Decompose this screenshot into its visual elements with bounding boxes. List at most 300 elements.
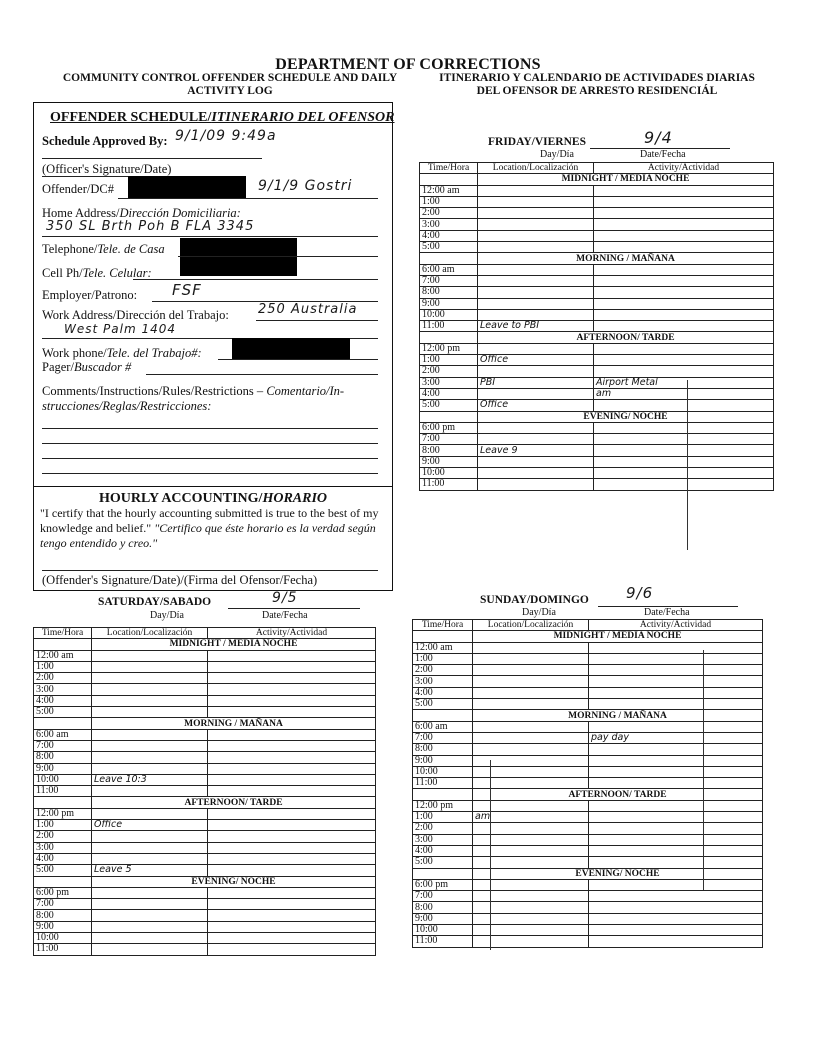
location-cell[interactable]: [92, 650, 208, 661]
time-cell: 11:00: [420, 479, 478, 490]
dc-line: [118, 198, 378, 199]
section-title-evening: EVENING/ NOCHE: [478, 411, 774, 422]
time-cell: 3:00: [34, 684, 92, 695]
section-title-afternoon: AFTERNOON/ TARDE: [473, 789, 763, 800]
location-cell[interactable]: [473, 665, 589, 676]
activity-cell[interactable]: [589, 800, 763, 811]
activity-cell[interactable]: [589, 845, 763, 856]
column-header-time: Time/Hora: [420, 163, 478, 174]
activity-cell[interactable]: [589, 766, 763, 777]
time-cell: 5:00: [420, 242, 478, 253]
table-row: [420, 309, 774, 320]
location-cell[interactable]: Leave 5: [92, 865, 208, 876]
activity-cell[interactable]: pay day: [589, 732, 763, 743]
time-cell: 11:00: [413, 936, 473, 947]
time-cell: 4:00: [34, 695, 92, 706]
officer-signature-line: [42, 158, 262, 159]
time-cell: 6:00 am: [413, 721, 473, 732]
location-cell[interactable]: [473, 744, 589, 755]
activity-cell[interactable]: [594, 456, 774, 467]
saturday-table: [33, 627, 376, 956]
location-cell[interactable]: Leave 9: [478, 445, 594, 456]
location-cell[interactable]: [473, 653, 589, 664]
location-cell[interactable]: [92, 910, 208, 921]
time-cell: 7:00: [420, 434, 478, 445]
table-row: [420, 479, 774, 490]
activity-cell[interactable]: [208, 786, 376, 797]
location-cell[interactable]: [478, 264, 594, 275]
activity-cell[interactable]: [589, 936, 763, 947]
activity-cell[interactable]: [594, 230, 774, 241]
location-cell[interactable]: [92, 729, 208, 740]
time-cell: 9:00: [34, 921, 92, 932]
activity-cell[interactable]: [594, 196, 774, 207]
section-row-evening: [413, 868, 763, 879]
time-cell: 5:00: [420, 400, 478, 411]
time-cell: 7:00: [413, 732, 473, 743]
location-cell[interactable]: [478, 309, 594, 320]
location-cell[interactable]: [478, 230, 594, 241]
time-cell: 12:00 pm: [413, 800, 473, 811]
table-row: [34, 786, 376, 797]
location-cell[interactable]: [478, 422, 594, 433]
activity-cell[interactable]: [589, 687, 763, 698]
location-cell[interactable]: [92, 740, 208, 751]
activity-cell[interactable]: [589, 721, 763, 732]
activity-cell[interactable]: [589, 744, 763, 755]
location-cell[interactable]: Leave to PBI: [478, 321, 594, 332]
activity-cell[interactable]: [208, 673, 376, 684]
activity-cell[interactable]: [594, 422, 774, 433]
location-cell[interactable]: [92, 831, 208, 842]
location-cell[interactable]: [478, 219, 594, 230]
certify-spanish: "Certifico que éste horario es la verdad según tengo entendido y creo.": [40, 521, 376, 550]
section-title-morning: MORNING / MAÑANA: [92, 718, 376, 729]
table-row: [413, 845, 763, 856]
location-cell[interactable]: [473, 676, 589, 687]
comment-line-4: [42, 473, 378, 474]
activity-cell[interactable]: [589, 879, 763, 890]
activity-cell[interactable]: [589, 925, 763, 936]
table-row: [420, 185, 774, 196]
activity-cell[interactable]: [594, 219, 774, 230]
comment-line-1: [42, 428, 378, 429]
activity-cell[interactable]: [589, 891, 763, 902]
activity-cell[interactable]: [589, 665, 763, 676]
time-cell: 2:00: [413, 823, 473, 834]
activity-cell[interactable]: [594, 321, 774, 332]
activity-cell[interactable]: [594, 343, 774, 354]
section-spacer: [420, 411, 478, 422]
offender-schedule-heading: [50, 110, 395, 126]
time-cell: 6:00 pm: [34, 887, 92, 898]
location-cell[interactable]: [92, 853, 208, 864]
friday-schedule: [419, 162, 774, 491]
activity-cell[interactable]: [208, 774, 376, 785]
section-spacer: [34, 639, 92, 650]
home-address-label-es: Dirección Domiciliaria:: [119, 206, 241, 220]
activity-cell[interactable]: [589, 699, 763, 710]
activity-cell[interactable]: [594, 355, 774, 366]
time-cell: 10:00: [34, 933, 92, 944]
table-row: [413, 721, 763, 732]
column-header-time: Time/Hora: [413, 620, 473, 631]
comments-label: [42, 384, 344, 399]
comments-label-es1: Comentario/In-: [266, 384, 345, 398]
activity-cell[interactable]: [594, 479, 774, 490]
activity-cell[interactable]: [594, 366, 774, 377]
time-cell: 8:00: [34, 752, 92, 763]
header-english-line2: ACTIVITY LOG: [187, 85, 273, 97]
table-row: [420, 219, 774, 230]
section-title-morning: MORNING / MAÑANA: [478, 253, 774, 264]
column-header-location: Location/Localización: [473, 620, 589, 631]
activity-cell[interactable]: [208, 933, 376, 944]
location-cell[interactable]: [473, 642, 589, 653]
location-cell[interactable]: [92, 684, 208, 695]
hourly-accounting-text: [40, 506, 385, 551]
table-row: [420, 400, 774, 411]
location-cell[interactable]: [478, 366, 594, 377]
location-cell[interactable]: [92, 661, 208, 672]
activity-cell[interactable]: [589, 823, 763, 834]
activity-cell[interactable]: [589, 913, 763, 924]
time-cell: 10:00: [413, 925, 473, 936]
table-row: [413, 755, 763, 766]
activity-cell[interactable]: [594, 264, 774, 275]
table-row: [420, 355, 774, 366]
location-cell[interactable]: [478, 456, 594, 467]
location-cell[interactable]: [92, 695, 208, 706]
activity-cell[interactable]: [594, 434, 774, 445]
time-cell: 9:00: [34, 763, 92, 774]
table-row: [420, 275, 774, 286]
table-row: [420, 264, 774, 275]
work-address-value[interactable]: 250 Australia: [258, 302, 358, 317]
table-row: [34, 853, 376, 864]
time-cell: 8:00: [420, 287, 478, 298]
saturday-date[interactable]: 9/5: [272, 590, 298, 606]
section-spacer: [413, 631, 473, 642]
time-cell: 11:00: [413, 778, 473, 789]
redaction-dc: [128, 176, 246, 198]
location-cell[interactable]: [478, 196, 594, 207]
table-row: [34, 842, 376, 853]
location-cell[interactable]: [478, 468, 594, 479]
location-cell[interactable]: [478, 343, 594, 354]
location-cell[interactable]: am: [473, 812, 589, 823]
friday-day-sub: Day/Día: [540, 149, 574, 160]
table-row: [420, 208, 774, 219]
saturday-day-sub: Day/Día: [150, 610, 184, 621]
location-cell[interactable]: [92, 887, 208, 898]
location-cell[interactable]: [92, 944, 208, 955]
time-cell: 12:00 am: [420, 185, 478, 196]
time-cell: 1:00: [34, 661, 92, 672]
work-address-label: Work Address/Dirección del Trabajo:: [42, 308, 229, 322]
work-phone-label-en: Work phone/: [42, 346, 107, 360]
sunday-activity-stroke: [703, 650, 704, 890]
work-address-line1: [256, 320, 378, 321]
table-row: [420, 287, 774, 298]
location-cell[interactable]: [92, 673, 208, 684]
time-cell: 6:00 am: [34, 729, 92, 740]
activity-cell[interactable]: [208, 808, 376, 819]
activity-cell[interactable]: [589, 778, 763, 789]
table-row: [34, 820, 376, 831]
offender-heading-es: ITINERARIO DEL OFENSOR: [211, 110, 395, 125]
telephone-label-es: Tele. de Casa: [97, 242, 165, 256]
activity-cell[interactable]: [594, 287, 774, 298]
activity-cell[interactable]: [208, 910, 376, 921]
activity-cell[interactable]: [208, 752, 376, 763]
activity-cell[interactable]: [208, 729, 376, 740]
time-cell: 12:00 am: [413, 642, 473, 653]
activity-cell[interactable]: [589, 653, 763, 664]
activity-cell[interactable]: [589, 755, 763, 766]
dc-extra-value[interactable]: 9/1/9 Gostri: [258, 178, 353, 194]
activity-cell[interactable]: [208, 944, 376, 955]
location-cell[interactable]: [473, 732, 589, 743]
approved-by-value[interactable]: 9/1/09 9:49a: [175, 128, 277, 144]
table-row: [34, 831, 376, 842]
activity-cell[interactable]: [594, 400, 774, 411]
location-cell[interactable]: [478, 275, 594, 286]
column-header-row: [413, 620, 763, 631]
activity-cell[interactable]: [594, 208, 774, 219]
header-english: [40, 72, 420, 98]
section-title-evening: EVENING/ NOCHE: [473, 868, 763, 879]
header-english-line1: COMMUNITY CONTROL OFFENDER SCHEDULE AND DAILY: [62, 72, 398, 84]
time-cell: 5:00: [34, 865, 92, 876]
activity-cell[interactable]: Airport Metal: [594, 377, 774, 388]
time-cell: 4:00: [413, 845, 473, 856]
location-cell[interactable]: [478, 185, 594, 196]
table-row: [413, 699, 763, 710]
location-cell[interactable]: [478, 242, 594, 253]
location-cell[interactable]: [92, 933, 208, 944]
activity-cell[interactable]: [208, 921, 376, 932]
column-header-row: [420, 163, 774, 174]
location-cell[interactable]: [478, 388, 594, 399]
activity-cell[interactable]: [594, 298, 774, 309]
sunday-table: [412, 619, 763, 948]
section-row-afternoon: [420, 332, 774, 343]
activity-cell[interactable]: [594, 468, 774, 479]
comments-label-es2: strucciones/Reglas/Restricciones:: [42, 399, 212, 413]
table-row: [420, 343, 774, 354]
friday-label: FRIDAY/VIERNES: [488, 136, 586, 148]
activity-cell[interactable]: am: [594, 388, 774, 399]
sunday-day-sub: Day/Día: [522, 607, 556, 618]
table-row: [34, 661, 376, 672]
table-row: [34, 752, 376, 763]
activity-cell[interactable]: [208, 899, 376, 910]
time-cell: 10:00: [413, 766, 473, 777]
table-row: [413, 676, 763, 687]
section-spacer: [413, 789, 473, 800]
activity-cell[interactable]: [208, 820, 376, 831]
section-spacer: [420, 174, 478, 185]
activity-cell[interactable]: [589, 902, 763, 913]
table-row: [420, 434, 774, 445]
column-header-activity: Activity/Actividad: [589, 620, 763, 631]
time-cell: 1:00: [413, 653, 473, 664]
time-cell: 12:00 pm: [34, 808, 92, 819]
time-cell: 7:00: [34, 899, 92, 910]
approved-by-label: Schedule Approved By:: [42, 134, 168, 148]
location-cell[interactable]: [478, 298, 594, 309]
friday-table: [419, 162, 774, 491]
activity-cell[interactable]: [594, 275, 774, 286]
activity-cell[interactable]: [208, 661, 376, 672]
officer-signature-label: (Officer's Signature/Date): [42, 162, 172, 176]
time-cell: 2:00: [34, 831, 92, 842]
location-cell[interactable]: Office: [478, 400, 594, 411]
redaction-work-phone: [232, 338, 350, 360]
location-cell[interactable]: [92, 899, 208, 910]
time-cell: 4:00: [34, 853, 92, 864]
time-cell: 7:00: [420, 275, 478, 286]
activity-cell[interactable]: [594, 242, 774, 253]
section-row-afternoon: [34, 797, 376, 808]
location-cell[interactable]: [92, 842, 208, 853]
cell-label-en: Cell Ph/: [42, 266, 83, 280]
location-cell[interactable]: [92, 752, 208, 763]
time-cell: 11:00: [34, 944, 92, 955]
time-cell: 6:00 pm: [413, 879, 473, 890]
activity-cell[interactable]: [589, 812, 763, 823]
cell-label-es: Tele. Celular:: [82, 266, 152, 280]
time-cell: 4:00: [420, 388, 478, 399]
location-cell[interactable]: [478, 479, 594, 490]
certify-english: "I certify that the hourly accounting submitted is true to the best of my knowledge and belief.": [40, 506, 379, 535]
header-spanish-line2: DEL OFENSOR DE ARRESTO RESIDENCIÁL: [476, 85, 718, 97]
work-phone-line: [218, 359, 378, 360]
column-header-activity: Activity/Actividad: [208, 628, 376, 639]
sunday-date-sub: Date/Fecha: [644, 607, 690, 618]
work-phone-label: [42, 346, 202, 361]
table-row: [34, 899, 376, 910]
activity-cell[interactable]: [589, 857, 763, 868]
table-row: [34, 763, 376, 774]
section-row-midnight: [413, 631, 763, 642]
time-cell: 3:00: [413, 676, 473, 687]
location-cell[interactable]: [478, 287, 594, 298]
location-cell[interactable]: [478, 434, 594, 445]
table-row: [413, 902, 763, 913]
home-address-value[interactable]: 350 SL Brth Poh B FLA 3345: [46, 219, 255, 234]
location-cell[interactable]: [473, 721, 589, 732]
activity-cell[interactable]: [208, 853, 376, 864]
location-cell[interactable]: [473, 687, 589, 698]
activity-cell[interactable]: [208, 707, 376, 718]
home-address-label-en: Home Address/: [42, 206, 120, 220]
employer-label: Employer/Patrono:: [42, 288, 138, 302]
activity-cell[interactable]: [208, 684, 376, 695]
activity-cell[interactable]: [208, 763, 376, 774]
sunday-location-stroke: [490, 760, 491, 950]
activity-cell[interactable]: [208, 695, 376, 706]
location-cell[interactable]: [92, 763, 208, 774]
time-cell: 3:00: [413, 834, 473, 845]
table-row: [413, 642, 763, 653]
location-cell[interactable]: [473, 699, 589, 710]
pager-line: [146, 374, 378, 375]
friday-activity-stroke: [687, 380, 688, 550]
activity-cell[interactable]: [589, 834, 763, 845]
time-cell: 4:00: [420, 230, 478, 241]
location-cell[interactable]: [92, 921, 208, 932]
activity-cell[interactable]: [208, 650, 376, 661]
table-row: [413, 913, 763, 924]
pager-label-en: Pager/: [42, 360, 74, 374]
hourly-accounting-title: [33, 491, 393, 507]
location-cell[interactable]: Office: [478, 355, 594, 366]
sunday-date[interactable]: 9/6: [626, 584, 654, 602]
activity-cell[interactable]: [208, 740, 376, 751]
activity-cell[interactable]: [594, 309, 774, 320]
telephone-label: [42, 242, 165, 257]
table-row: [413, 687, 763, 698]
saturday-date-line: [228, 608, 360, 609]
work-address-value2[interactable]: West Palm 1404: [64, 322, 176, 336]
activity-cell[interactable]: [589, 676, 763, 687]
table-row: [34, 729, 376, 740]
table-row: [420, 388, 774, 399]
activity-cell[interactable]: [589, 642, 763, 653]
offender-signature-label: (Offender's Signature/Date)/(Firma del Ofensor/Fecha): [42, 573, 318, 587]
table-row: [420, 298, 774, 309]
time-cell: 9:00: [413, 755, 473, 766]
activity-cell[interactable]: [208, 831, 376, 842]
table-row: [413, 665, 763, 676]
table-row: [34, 673, 376, 684]
section-row-morning: [34, 718, 376, 729]
table-row: [413, 766, 763, 777]
activity-cell[interactable]: [208, 887, 376, 898]
employer-value[interactable]: FSF: [172, 281, 202, 299]
activity-cell[interactable]: [594, 445, 774, 456]
activity-cell[interactable]: [594, 185, 774, 196]
telephone-label-en: Telephone/: [42, 242, 98, 256]
location-cell[interactable]: [92, 808, 208, 819]
activity-cell[interactable]: [208, 842, 376, 853]
location-cell[interactable]: [478, 208, 594, 219]
time-cell: 10:00: [420, 309, 478, 320]
location-cell[interactable]: Office: [92, 820, 208, 831]
friday-date[interactable]: 9/4: [644, 128, 673, 147]
time-cell: 2:00: [420, 366, 478, 377]
time-cell: 7:00: [413, 891, 473, 902]
section-title-midnight: MIDNIGHT / MEDIA NOCHE: [92, 639, 376, 650]
telephone-line: [178, 256, 378, 257]
section-row-afternoon: [413, 789, 763, 800]
table-row: [413, 778, 763, 789]
location-cell[interactable]: [92, 786, 208, 797]
time-cell: 1:00: [413, 812, 473, 823]
location-cell[interactable]: [92, 707, 208, 718]
time-cell: 9:00: [413, 913, 473, 924]
time-cell: 5:00: [413, 857, 473, 868]
table-row: [420, 230, 774, 241]
location-cell[interactable]: Leave 10:3: [92, 774, 208, 785]
location-cell[interactable]: PBI: [478, 377, 594, 388]
section-row-morning: [413, 710, 763, 721]
activity-cell[interactable]: [208, 865, 376, 876]
offender-signature-line: [42, 570, 378, 571]
time-cell: 11:00: [34, 786, 92, 797]
